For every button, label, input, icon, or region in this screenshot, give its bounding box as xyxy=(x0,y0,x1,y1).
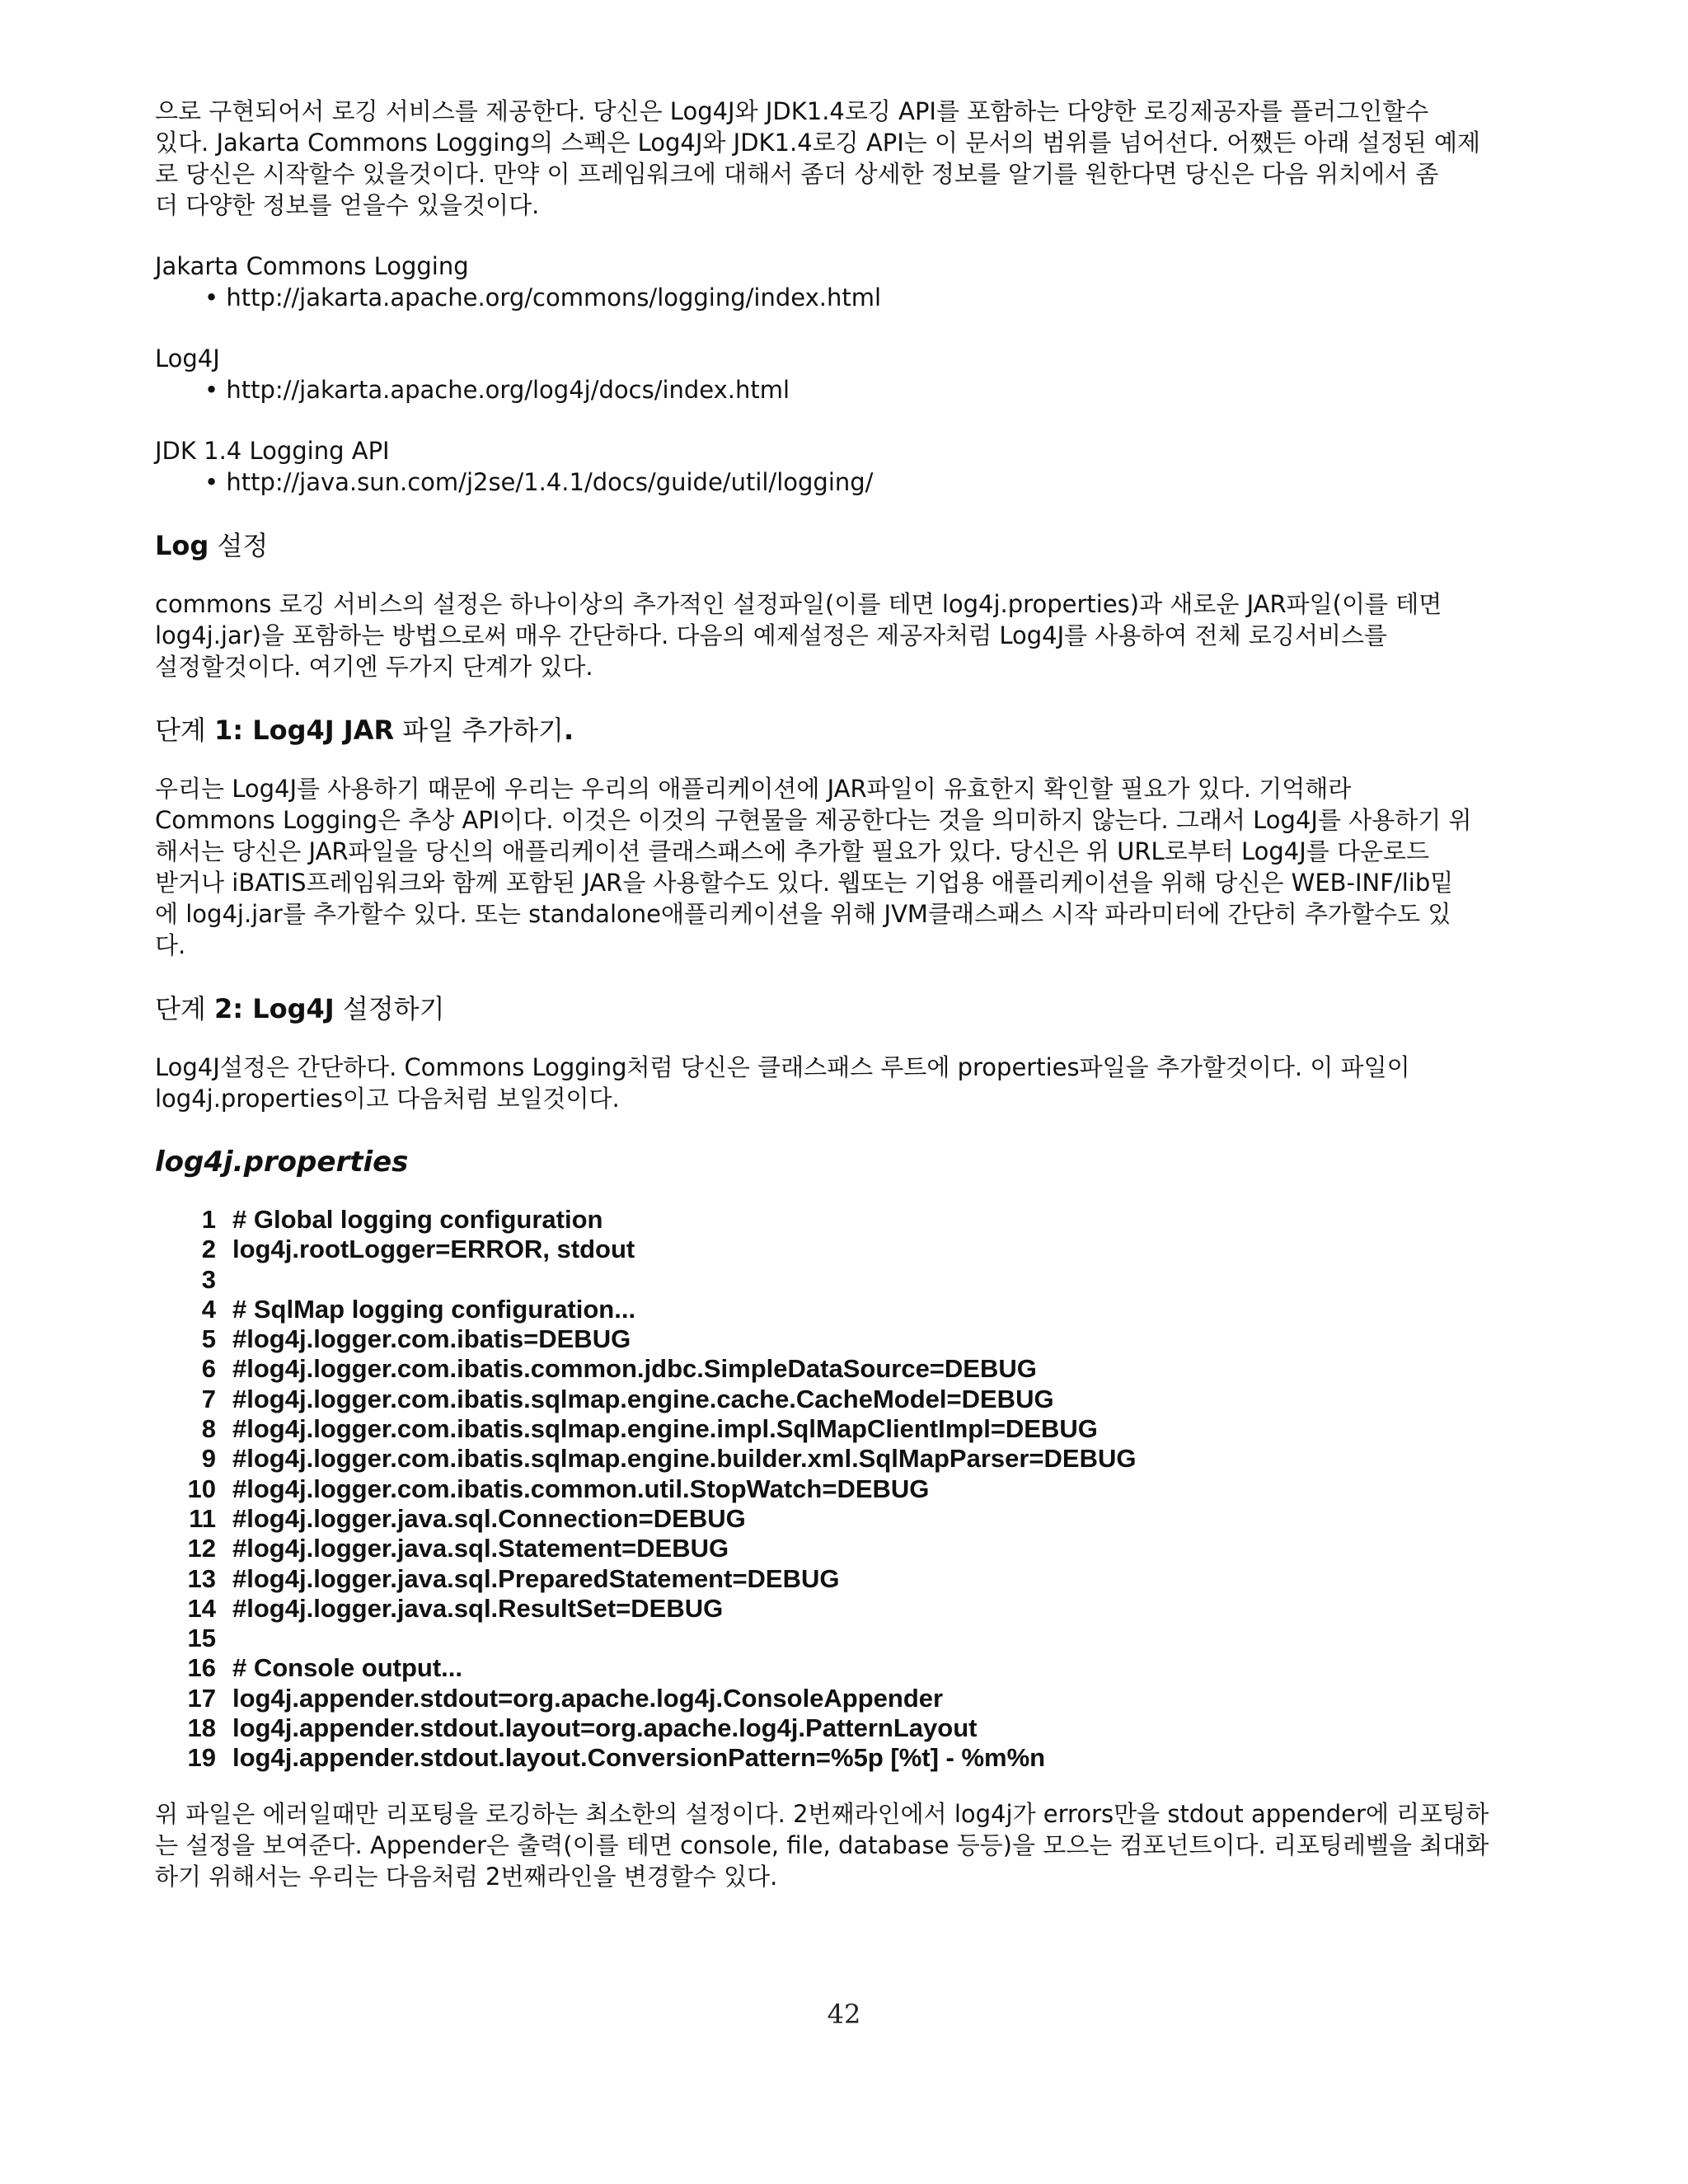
link-url[interactable]: • http://jakarta.apache.org/commons/logging/index.html xyxy=(155,282,1533,313)
log-section-paragraph xyxy=(155,588,1533,682)
outro-paragraph xyxy=(155,1798,1533,1892)
line-number: 18 xyxy=(187,1713,216,1743)
link-url[interactable]: • http://jakarta.apache.org/log4j/docs/index.html xyxy=(155,374,1533,405)
step1-line: 해서는 당신은 JAR파일을 당신의 애플리케이션 클래스패스에 추가할 필요가 있다. 당신은 위 URL로부터 Log4J를 다운로드 xyxy=(155,837,1430,865)
code-text: #log4j.logger.com.ibatis=DEBUG xyxy=(232,1324,631,1354)
log-section-heading xyxy=(155,527,1533,564)
link-url[interactable]: • http://java.sun.com/j2se/1.4.1/docs/guide/util/logging/ xyxy=(155,466,1533,498)
step1-line: Commons Logging은 추상 API이다. 이것은 이것의 구현물을 제공한다는 것을 의미하지 않는다. 그래서 Log4J를 사용하기 위 xyxy=(155,806,1472,834)
intro-line: 더 다양한 정보를 얻을수 있을것이다. xyxy=(155,191,540,219)
code-title: log4j.properties xyxy=(155,1146,409,1179)
code-block xyxy=(155,1205,1533,1774)
heading-bold: 1: Log4J JAR xyxy=(214,715,395,746)
code-line xyxy=(155,1324,1533,1354)
code-line xyxy=(155,1713,1533,1743)
step1-heading xyxy=(155,712,1533,748)
code-line xyxy=(155,1564,1533,1594)
line-number: 12 xyxy=(187,1534,216,1563)
line-number: 6 xyxy=(201,1354,216,1384)
outro-line: 하기 위해서는 우리는 다음처럼 2번째라인을 변경할수 있다. xyxy=(155,1862,778,1891)
line-number: 17 xyxy=(187,1683,216,1713)
intro-line: 로 당신은 시작할수 있을것이다. 만약 이 프레임워크에 대해서 좀더 상세한 정보를 알기를 원한다면 당신은 다음 위치에서 좀 xyxy=(155,160,1439,188)
heading-rest: 파일 추가하기 xyxy=(394,715,564,746)
link-group-log4j xyxy=(155,343,1533,405)
code-line xyxy=(155,1594,1533,1624)
step2-line: Log4J설정은 간단하다. Commons Logging처럼 당신은 클래스패스 루트에 properties파일을 추가할것이다. 이 파일이 xyxy=(155,1053,1410,1081)
step1-line: 우리는 Log4J를 사용하기 때문에 우리는 우리의 애플리케이션에 JAR파일이 유효한지 확인할 필요가 있다. 기억해라 xyxy=(155,775,1352,803)
line-number: 15 xyxy=(187,1624,216,1653)
code-text: #log4j.logger.java.sql.PreparedStatement=DEBUG xyxy=(232,1563,840,1593)
line-number: 10 xyxy=(187,1474,216,1503)
code-text: #log4j.logger.java.sql.ResultSet=DEBUG xyxy=(232,1593,724,1623)
heading-pre: 단계 xyxy=(155,993,214,1024)
intro-line: 있다. Jakarta Commons Logging의 스펙은 Log4J와 JDK1.4로깅 API는 이 문서의 범위를 넘어선다. 어쨌든 아래 설정된 예제 xyxy=(155,129,1481,157)
step2-line: log4j.properties이고 다음처럼 보일것이다. xyxy=(155,1085,620,1113)
code-line xyxy=(155,1624,1533,1653)
line-number: 16 xyxy=(187,1653,216,1683)
line-number: 14 xyxy=(187,1593,216,1623)
line-number: 13 xyxy=(187,1563,216,1593)
step1-paragraph xyxy=(155,773,1533,961)
line-number: 11 xyxy=(189,1503,216,1533)
code-line xyxy=(155,1385,1533,1414)
line-number: 9 xyxy=(201,1444,216,1474)
line-number: 8 xyxy=(201,1414,216,1444)
code-line xyxy=(155,1295,1533,1324)
code-text: # SqlMap logging configuration... xyxy=(232,1294,636,1324)
code-line xyxy=(155,1235,1533,1264)
code-text: #log4j.logger.com.ibatis.sqlmap.engine.impl.SqlMapClientImpl=DEBUG xyxy=(232,1414,1098,1444)
code-line xyxy=(155,1354,1533,1384)
step1-line: 에 log4j.jar를 추가할수 있다. 또는 standalone애플리케이션을 위해 JVM클래스패스 시작 파라미터에 간단히 추가할수도 있 xyxy=(155,900,1451,928)
heading-bold: 2: Log4J xyxy=(214,993,335,1024)
code-line xyxy=(155,1534,1533,1563)
code-text: #log4j.logger.com.ibatis.common.util.StopWatch=DEBUG xyxy=(232,1474,930,1503)
heading-rest: 설정 xyxy=(209,530,269,561)
log-section-line: log4j.jar)을 포함하는 방법으로써 매우 간단하다. 다음의 예제설정은 제공자처럼 Log4J를 사용하여 전체 로깅서비스를 xyxy=(155,621,1388,649)
code-text: #log4j.logger.com.ibatis.sqlmap.engine.cache.CacheModel=DEBUG xyxy=(232,1384,1054,1413)
document-page xyxy=(155,96,1533,1922)
line-number: 5 xyxy=(201,1324,216,1354)
code-line xyxy=(155,1474,1533,1504)
code-text: log4j.appender.stdout=org.apache.log4j.ConsoleAppender xyxy=(232,1683,944,1713)
line-number: 3 xyxy=(201,1264,216,1294)
code-text: #log4j.logger.java.sql.Statement=DEBUG xyxy=(232,1534,729,1563)
code-line xyxy=(155,1205,1533,1235)
link-title: Jakarta Commons Logging xyxy=(155,252,469,280)
line-number: 7 xyxy=(201,1384,216,1413)
code-text: log4j.rootLogger=ERROR, stdout xyxy=(232,1235,635,1264)
outro-line: 위 파일은 에러일때만 리포팅을 로깅하는 최소한의 설정이다. 2번째라인에서 log4j가 errors만을 stdout appender에 리포팅하 xyxy=(155,1799,1489,1828)
code-line xyxy=(155,1265,1533,1295)
code-text: # Console output... xyxy=(232,1653,462,1683)
heading-pre: 단계 xyxy=(155,715,214,746)
line-number: 4 xyxy=(201,1294,216,1324)
code-text: log4j.appender.stdout.layout=org.apache.log4j.PatternLayout xyxy=(232,1713,978,1743)
step2-heading xyxy=(155,991,1533,1027)
page-number: 42 xyxy=(827,1999,861,2030)
log-section-line: commons 로깅 서비스의 설정은 하나이상의 추가적인 설정파일(이를 테면 log4j.properties)과 새로운 JAR파일(이를 테면 xyxy=(155,590,1442,618)
code-line xyxy=(155,1444,1533,1474)
line-number: 19 xyxy=(187,1743,216,1773)
step1-line: 받거나 iBATIS프레임워크와 함께 포함된 JAR을 사용할수도 있다. 웹또는 기업용 애플리케이션을 위해 당신은 WEB-INF/lib밑 xyxy=(155,869,1454,897)
code-text: #log4j.logger.com.ibatis.sqlmap.engine.builder.xml.SqlMapParser=DEBUG xyxy=(232,1444,1137,1474)
log-section-line: 설정할것이다. 여기엔 두가지 단계가 있다. xyxy=(155,653,593,681)
link-title: JDK 1.4 Logging API xyxy=(155,437,390,465)
intro-line: 으로 구현되어서 로깅 서비스를 제공한다. 당신은 Log4J와 JDK1.4로깅 API를 포함하는 다양한 로깅제공자를 플러그인할수 xyxy=(155,97,1429,125)
code-line xyxy=(155,1504,1533,1534)
link-group-jdk-logging xyxy=(155,435,1533,498)
intro-paragraph xyxy=(155,96,1533,221)
step1-line: 다. xyxy=(155,931,186,959)
heading-bold: Log xyxy=(155,530,209,561)
code-text: log4j.appender.stdout.layout.ConversionPattern=%5p [%t] - %m%n xyxy=(232,1743,1046,1773)
line-number: 2 xyxy=(201,1235,216,1264)
outro-line: 는 설정을 보여준다. Appender은 출력(이를 테면 console, file, database 등등)을 모으는 컴포넌트이다. 리포팅레벨을 최대화 xyxy=(155,1830,1489,1859)
heading-rest: 설정하기 xyxy=(334,993,445,1024)
code-line xyxy=(155,1684,1533,1713)
line-number: 1 xyxy=(201,1205,216,1234)
code-line xyxy=(155,1743,1533,1773)
link-group-commons-logging xyxy=(155,251,1533,313)
link-title: Log4J xyxy=(155,344,220,373)
heading-dot: . xyxy=(563,715,574,746)
code-text: #log4j.logger.java.sql.Connection=DEBUG xyxy=(232,1503,746,1533)
code-line xyxy=(155,1414,1533,1444)
code-line xyxy=(155,1653,1533,1683)
step2-paragraph xyxy=(155,1052,1533,1114)
code-text: # Global logging configuration xyxy=(232,1205,603,1234)
code-text: #log4j.logger.com.ibatis.common.jdbc.SimpleDataSource=DEBUG xyxy=(232,1354,1037,1384)
